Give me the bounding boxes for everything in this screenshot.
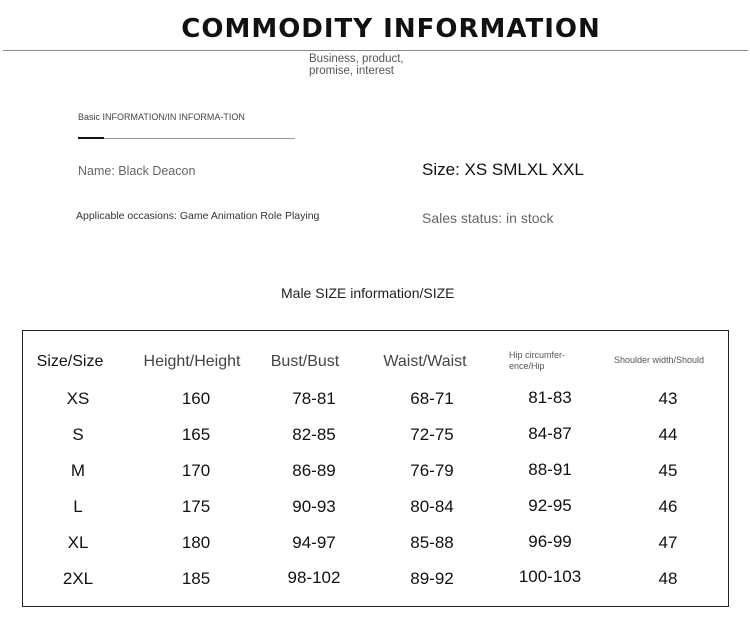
table-cell: 88-91 — [528, 460, 572, 479]
table-cell: 82-85 — [292, 425, 336, 444]
table-cell: 84-87 — [528, 424, 572, 443]
table-cell: 45 — [658, 461, 678, 480]
table-cell: 185 — [181, 569, 211, 588]
table-cell: 76-79 — [410, 461, 454, 480]
table-cell: 96-99 — [528, 532, 572, 551]
table-cell: 48 — [658, 569, 678, 588]
table-cell: 72-75 — [410, 425, 454, 444]
table-cell: 160 — [181, 389, 211, 408]
table-cell: 94-97 — [292, 533, 336, 552]
basic-info-section-label: Basic INFORMATION/IN INFORMA-TION — [78, 112, 245, 122]
table-cell: 170 — [181, 461, 211, 480]
page-title: COMMODITY INFORMATION — [181, 14, 601, 44]
table-cell: 80-84 — [410, 497, 454, 516]
table-cell: S — [72, 425, 84, 444]
table-cell: M — [70, 461, 86, 480]
product-sizes: Size: XS SMLXL XXL — [422, 160, 584, 179]
table-cell: XL — [67, 533, 89, 552]
table-cell: 90-93 — [292, 497, 336, 516]
table-cell: 47 — [658, 533, 678, 552]
size-table-caption: Male SIZE information/SIZE — [281, 285, 455, 301]
section-divider — [78, 138, 295, 139]
applicable-occasions: Applicable occasions: Game Animation Role Playing — [76, 210, 320, 222]
table-cell: 89-92 — [410, 569, 454, 588]
table-cell: 100-103 — [518, 567, 582, 586]
table-cell: 46 — [658, 497, 678, 516]
size-table — [22, 330, 729, 607]
table-header-bust: Bust/Bust — [270, 353, 340, 370]
table-cell: 180 — [181, 533, 211, 552]
table-header-shoulder: Shoulder width/Should — [614, 355, 705, 365]
sales-status: Sales status: in stock — [422, 210, 554, 226]
table-header-hip: Hip circumfer-ence/Hip — [509, 350, 566, 371]
table-header-waist: Waist/Waist — [383, 353, 467, 370]
product-name: Name: Black Deacon — [78, 164, 196, 178]
table-cell: 98-102 — [287, 568, 341, 587]
table-cell: 81-83 — [528, 388, 572, 407]
table-cell: 44 — [658, 425, 678, 444]
title-divider — [3, 50, 748, 51]
table-header-height: Height/Height — [143, 353, 241, 370]
table-cell: 92-95 — [528, 496, 572, 515]
table-cell: 86-89 — [292, 461, 336, 480]
table-cell: 175 — [181, 497, 211, 516]
table-cell: 78-81 — [292, 389, 336, 408]
table-cell: 165 — [181, 425, 211, 444]
table-cell: 85-88 — [410, 533, 454, 552]
section-divider-accent — [78, 137, 104, 139]
table-cell: 68-71 — [410, 389, 454, 408]
table-cell: L — [73, 497, 83, 516]
table-cell: 2XL — [62, 569, 94, 588]
table-cell: 43 — [658, 389, 678, 408]
page-subtitle: Business, product, promise, interest — [309, 53, 404, 77]
table-header-size: Size/Size — [36, 353, 104, 370]
table-cell: XS — [66, 389, 90, 408]
